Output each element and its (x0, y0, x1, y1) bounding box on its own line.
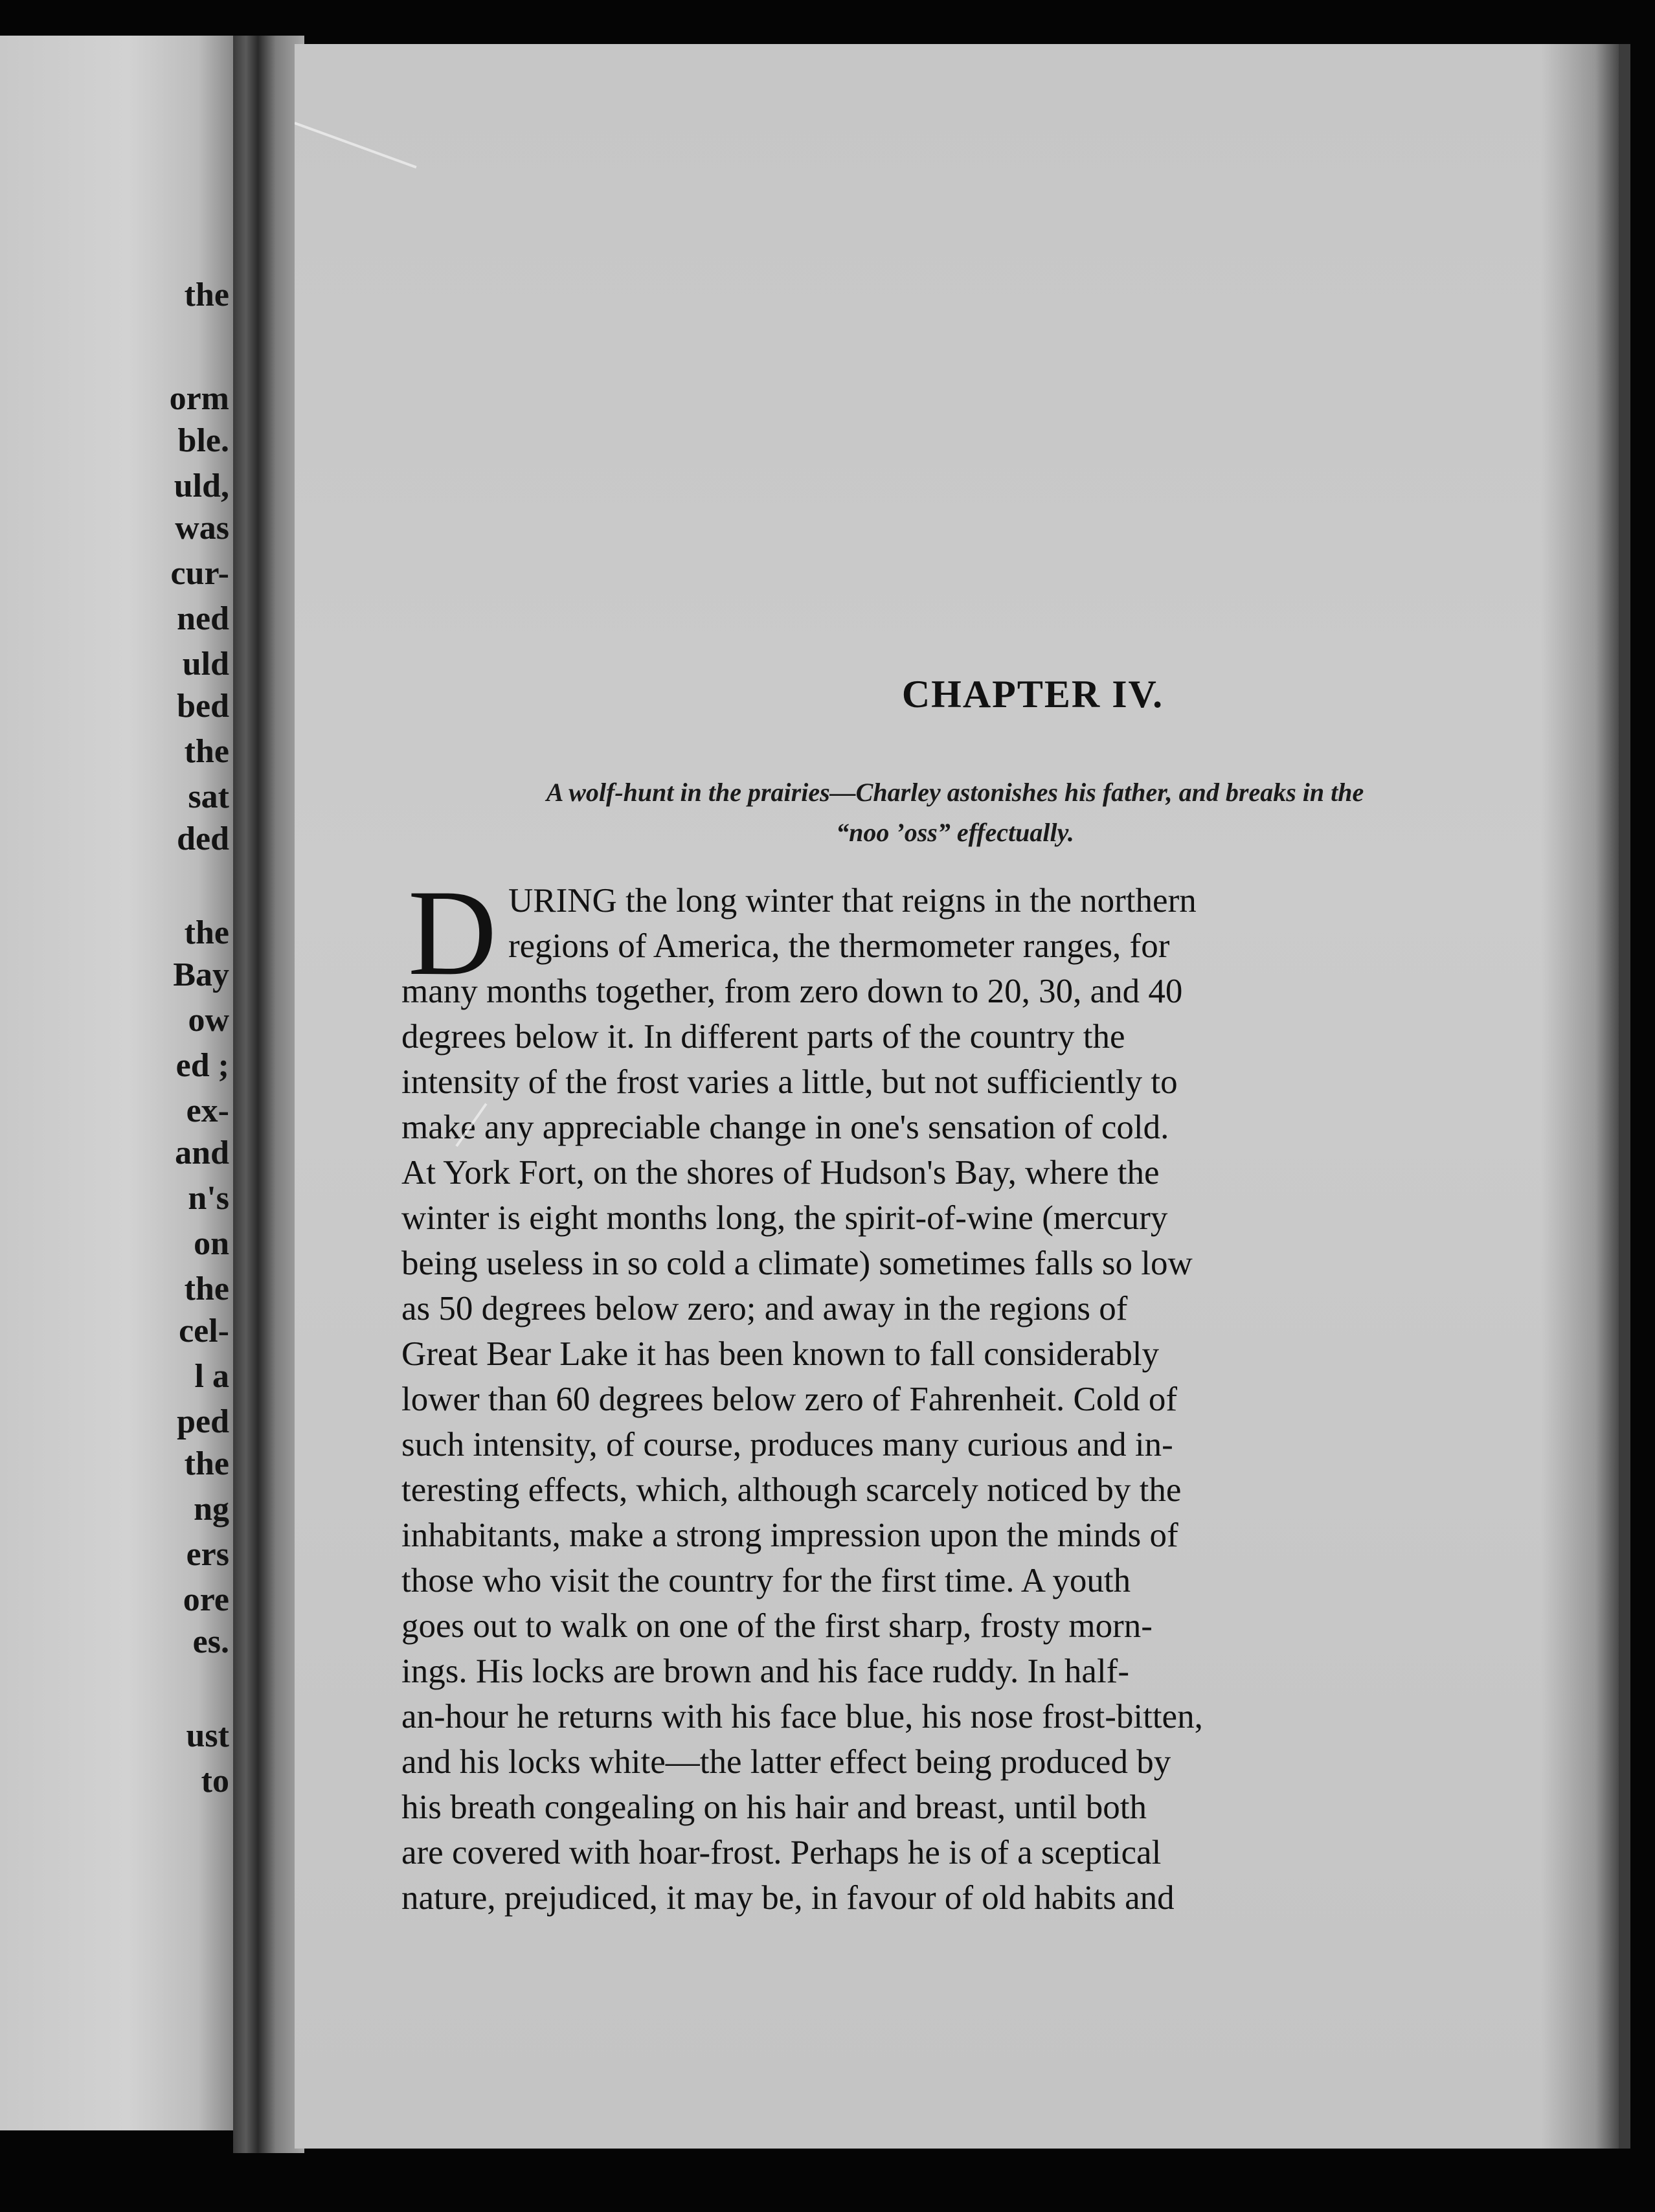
left-page (0, 36, 233, 2130)
body-line: regions of America, the thermometer ranges, for (508, 927, 1170, 965)
left-page-fragment: ped (177, 1403, 229, 1440)
body-line: and his locks white—the latter effect being produced by (401, 1743, 1171, 1781)
left-page-fragment: and (175, 1134, 229, 1171)
chapter-summary-line: A wolf-hunt in the prairies—Charley astonishes his father, and breaks in the (546, 778, 1364, 807)
body-line: URING the long winter that reigns in the northern (508, 882, 1197, 920)
chapter-summary-line: “noo ’oss” effectually. (836, 818, 1074, 847)
body-text (401, 878, 1515, 1921)
left-page-fragment: n's (188, 1180, 229, 1217)
left-page-fragment: Bay (173, 956, 229, 993)
left-page-fragment: on (194, 1225, 229, 1262)
body-line: winter is eight months long, the spirit-of-wine (mercury (401, 1199, 1168, 1237)
left-page-fragment: ng (194, 1491, 229, 1528)
left-page-fragment: es. (192, 1623, 229, 1660)
left-page-fragment: the (184, 733, 229, 770)
left-page-fragment: ow (188, 1002, 229, 1039)
left-page-fragment: the (184, 1270, 229, 1307)
chapter-summary (398, 773, 1512, 853)
body-line: At York Fort, on the shores of Hudson's Bay, where the (401, 1154, 1160, 1191)
left-page-fragment: ers (186, 1536, 229, 1573)
body-line: nature, prejudiced, it may be, in favour of old habits and (401, 1879, 1175, 1917)
body-line: being useless in so cold a climate) sometimes falls so low (401, 1245, 1193, 1282)
drop-cap: D (408, 865, 497, 1001)
body-line: his breath congealing on his hair and breast, until both (401, 1789, 1147, 1826)
body-line: goes out to walk on one of the first sharp, frosty morn- (401, 1607, 1153, 1645)
body-line: ings. His locks are brown and his face ruddy. In half- (401, 1653, 1129, 1690)
chapter-title: CHAPTER IV. (901, 673, 1164, 716)
left-page-fragment: cur- (170, 555, 229, 592)
left-page-fragment: ed ; (175, 1047, 229, 1084)
left-page-fragment: to (201, 1763, 229, 1800)
left-page-fragment: cel- (179, 1313, 229, 1349)
left-page-fragment: uld (182, 646, 229, 683)
left-page-fragment: ore (183, 1581, 229, 1618)
left-page-fragment: sat (188, 778, 229, 815)
body-line: make any appreciable change in one's sensation of cold. (401, 1109, 1169, 1146)
page-edge-shadow (1541, 44, 1619, 2149)
body-line: those who visit the country for the first time. A youth (401, 1562, 1131, 1599)
left-page-fragment: bed (177, 688, 229, 725)
left-page-fragment: ex- (186, 1092, 229, 1129)
body-line: as 50 degrees below zero; and away in the regions of (401, 1290, 1128, 1327)
body-line: Great Bear Lake it has been known to fall considerably (401, 1335, 1159, 1373)
body-line: an-hour he returns with his face blue, his nose frost-bitten, (401, 1698, 1203, 1735)
scan-scratch-mark (295, 122, 417, 168)
right-page (295, 44, 1630, 2149)
body-line: are covered with hoar-frost. Perhaps he is of a sceptical (401, 1834, 1162, 1871)
body-line: inhabitants, make a strong impression upon the minds of (401, 1517, 1178, 1554)
left-page-fragment: ded (177, 820, 229, 857)
book-gutter (233, 36, 304, 2153)
body-line: teresting effects, which, although scarcely noticed by the (401, 1471, 1182, 1509)
body-line: many months together, from zero down to 20, 30, and 40 (401, 973, 1183, 1010)
left-page-fragment: the (184, 1445, 229, 1482)
left-page-fragment: the (184, 276, 229, 313)
left-page-fragment: was (175, 510, 229, 547)
left-page-fragment: ust (186, 1717, 229, 1754)
left-page-fragment: ble. (177, 422, 229, 459)
left-page-fragment: the (184, 914, 229, 951)
left-page-fragment: uld, (174, 468, 229, 504)
body-line: intensity of the frost varies a little, but not sufficiently to (401, 1063, 1178, 1101)
left-page-fragment: ned (177, 600, 229, 637)
body-line: such intensity, of course, produces many curious and in- (401, 1426, 1173, 1463)
body-line: lower than 60 degrees below zero of Fahrenheit. Cold of (401, 1381, 1178, 1418)
left-page-fragment: orm (169, 380, 229, 417)
left-page-fragment: l a (194, 1358, 229, 1395)
body-line: degrees below it. In different parts of the country the (401, 1018, 1125, 1055)
